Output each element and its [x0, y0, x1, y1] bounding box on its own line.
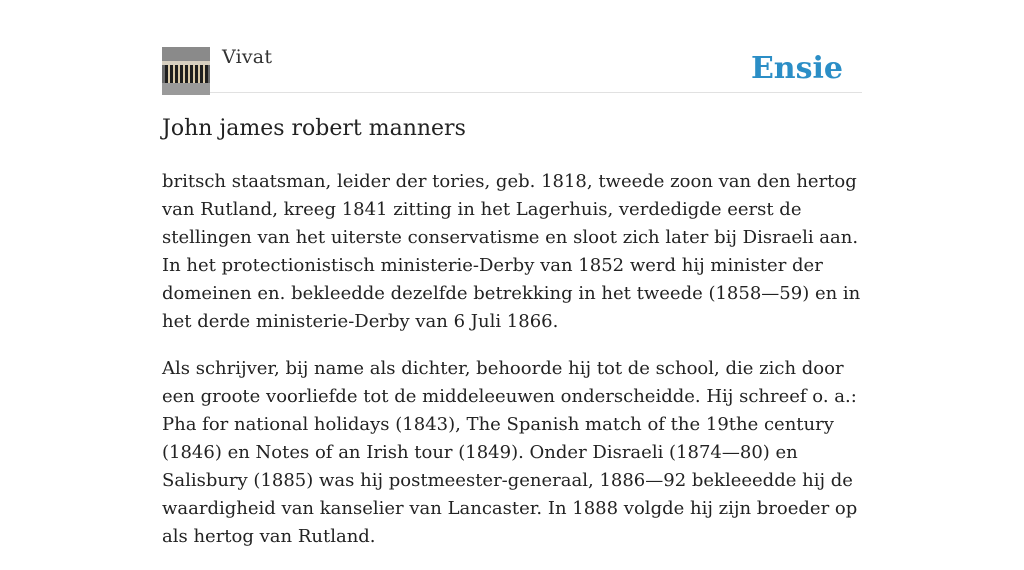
- article-paragraph: Als schrijver, bij name als dichter, behoorde hij tot de school, die zich door een groote voorliefde tot de middeleeuwen onderscheidde. Hij schreef o. a.: Pha for national holidays (1843), The Spanish match of the 19the century (1846) en Notes of an Irish tour (1849). Onder Disraeli (1874—80) en Salisbury (1885) was hij postmeester-generaal, 1886—92 bekleeedde hij de waardigheid van kanselier van Lancaster. In 1888 volgde hij zijn broeder op als hertog van Rutland.: [162, 358, 858, 547]
- page-title: John james robert manners: [162, 116, 466, 141]
- article-paragraph: britsch staatsman, leider der tories, geb. 1818, tweede zoon van den hertog van Rutland, kreeg 1841 zitting in het Lagerhuis, verdedigde eerst de stellingen van het uiterste conservatisme en sloot zich later bij Disraeli aan. In het protectionistisch ministerie-Derby van 1852 werd hij minister der domeinen en. bekleedde dezelfde betrekking in het tweede (1858—59) en in het derde ministerie-Derby van 6 Juli 1866.: [162, 171, 861, 332]
- source-name[interactable]: Vivat: [222, 46, 273, 68]
- source-avatar[interactable]: [162, 47, 210, 95]
- article-body: [162, 168, 862, 570]
- header: [162, 46, 862, 93]
- brand-logo[interactable]: Ensie: [750, 51, 843, 86]
- books-avatar-image: [162, 47, 210, 95]
